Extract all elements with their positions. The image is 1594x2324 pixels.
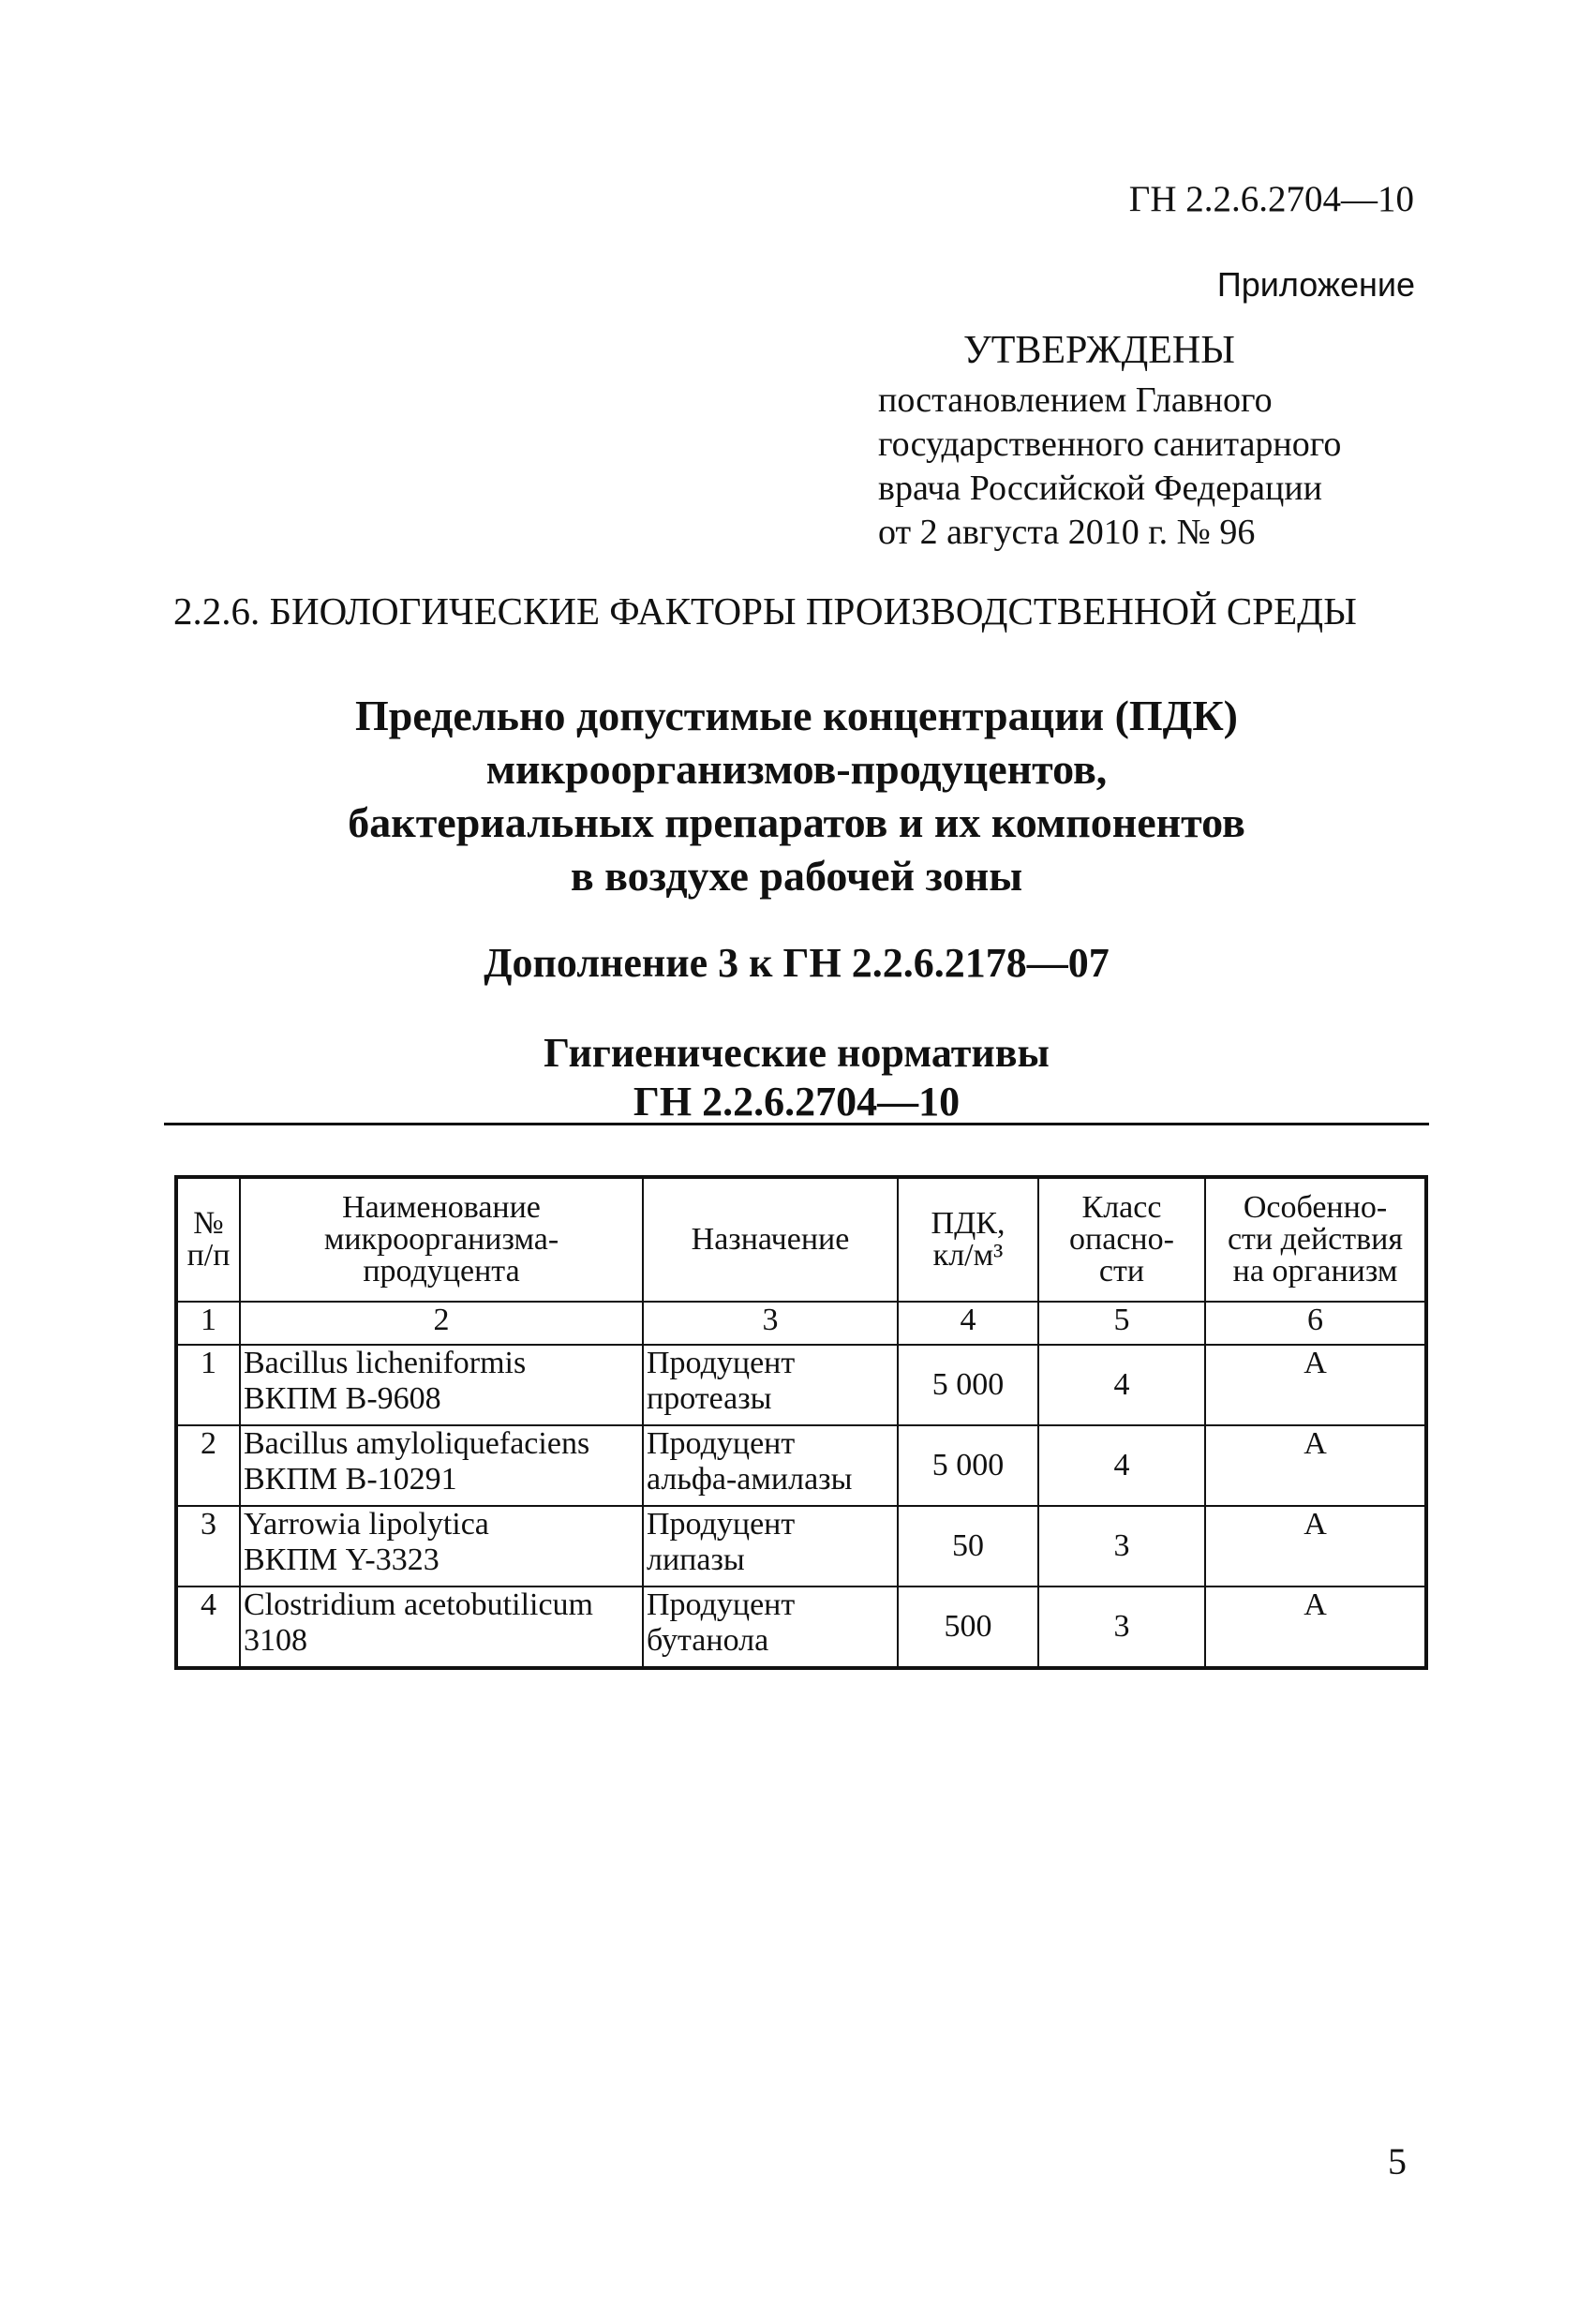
table-header-row (176, 1177, 1426, 1302)
approval-line: от 2 августа 2010 г. № 96 (878, 513, 1256, 552)
main-title-line: в воздухе рабочей зоны (570, 852, 1023, 900)
norms-table (174, 1175, 1428, 1670)
microorganism-name: Bacillus licheniformis ВКПМ В-9608 (240, 1345, 643, 1425)
header-pdk: ПДК, кл/м³ (898, 1177, 1038, 1302)
approval-line: постановлением Главного (878, 380, 1273, 420)
row-number: 2 (176, 1425, 240, 1506)
norms-title-line: ГН 2.2.6.2704—10 (633, 1079, 961, 1125)
divider-line (164, 1123, 1429, 1125)
pdk-value: 50 (898, 1506, 1038, 1587)
purpose: Продуцент липазы (643, 1506, 898, 1587)
pdk-value: 5 000 (898, 1425, 1038, 1506)
pdk-value: 500 (898, 1587, 1038, 1668)
hazard-class: 4 (1038, 1425, 1205, 1506)
table-row (176, 1506, 1426, 1587)
column-number: 1 (176, 1302, 240, 1345)
row-number: 4 (176, 1587, 240, 1668)
row-number: 3 (176, 1506, 240, 1587)
main-title (169, 689, 1424, 902)
column-number: 4 (898, 1302, 1038, 1345)
appendix-label: Приложение (1216, 265, 1415, 304)
approval-details (878, 379, 1341, 555)
microorganism-name: Bacillus amyloliquefaciens ВКПМ В-10291 (240, 1425, 643, 1506)
approved-title: УТВЕРЖДЕНЫ (963, 329, 1235, 372)
table-row (176, 1345, 1426, 1425)
hazard-class: 3 (1038, 1587, 1205, 1668)
purpose: Продуцент протеазы (643, 1345, 898, 1425)
column-number: 5 (1038, 1302, 1205, 1345)
main-title-line: бактериальных препаратов и их компонентов (348, 798, 1245, 846)
norms-title (169, 1029, 1424, 1126)
header-purpose: Назначение (643, 1177, 898, 1302)
document-code: ГН 2.2.6.2704—10 (1128, 179, 1414, 219)
purpose: Продуцент альфа-амилазы (643, 1425, 898, 1506)
effect-type: А (1205, 1506, 1426, 1587)
column-number-row (176, 1302, 1426, 1345)
page-number: 5 (1388, 2140, 1407, 2182)
header-name: Наименование микроорганизма- продуцента (240, 1177, 643, 1302)
hazard-class: 3 (1038, 1506, 1205, 1587)
column-number: 2 (240, 1302, 643, 1345)
main-title-line: Предельно допустимые концентрации (ПДК) (354, 692, 1239, 739)
effect-type: А (1205, 1587, 1426, 1668)
norms-title-line: Гигиенические нормативы (544, 1030, 1050, 1076)
main-title-line: микроорганизмов-продуцентов, (485, 745, 1108, 793)
microorganism-name: Clostridium acetobutilicum 3108 (240, 1587, 643, 1668)
effect-type: А (1205, 1425, 1426, 1506)
column-number: 3 (643, 1302, 898, 1345)
hazard-class: 4 (1038, 1345, 1205, 1425)
table-row (176, 1425, 1426, 1506)
column-number: 6 (1205, 1302, 1426, 1345)
table-row (176, 1587, 1426, 1668)
section-title: 2.2.6. БИОЛОГИЧЕСКИЕ ФАКТОРЫ ПРОИЗВОДСТВЕННОЙ СРЕДЫ (173, 589, 1357, 633)
microorganism-name: Yarrowia lipolytica ВКПМ Y-3323 (240, 1506, 643, 1587)
approval-line: государственного санитарного (878, 425, 1342, 464)
pdk-value: 5 000 (898, 1345, 1038, 1425)
purpose: Продуцент бутанола (643, 1587, 898, 1668)
header-effect: Особенно- сти действия на организм (1205, 1177, 1426, 1302)
header-number: № п/п (176, 1177, 240, 1302)
effect-type: А (1205, 1345, 1426, 1425)
header-hazard-class: Класс опасно- сти (1038, 1177, 1205, 1302)
row-number: 1 (176, 1345, 240, 1425)
supplement-title: Дополнение 3 к ГН 2.2.6.2178—07 (484, 940, 1110, 986)
approval-line: врача Российской Федерации (878, 469, 1322, 508)
